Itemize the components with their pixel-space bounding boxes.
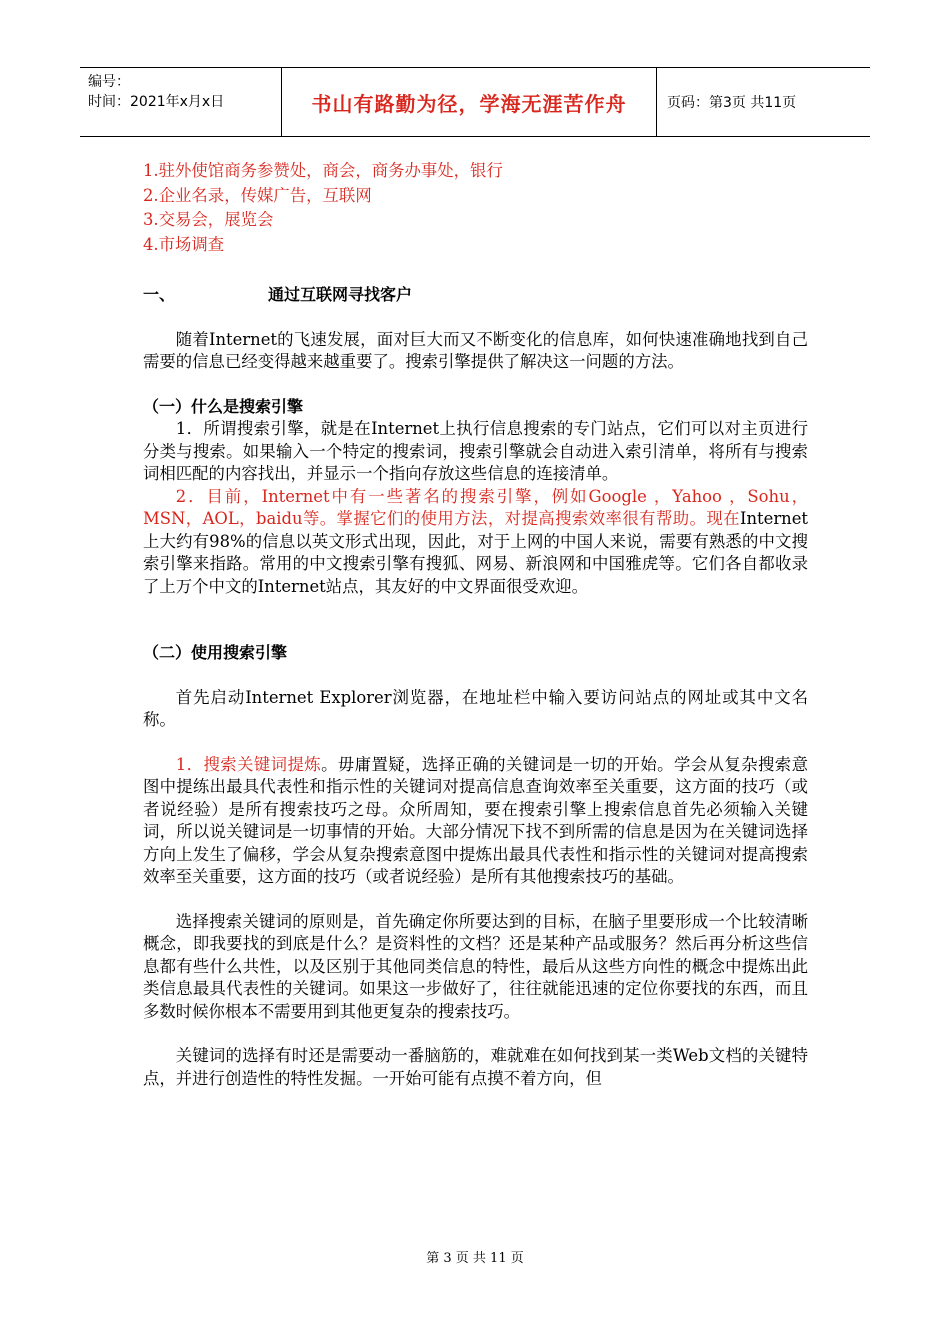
- section-title: 通过互联网寻找客户: [268, 285, 413, 304]
- section-heading: [143, 284, 808, 307]
- page-footer: 第 3 页 共 11 页: [426, 1251, 524, 1266]
- subsection-heading: （一）什么是搜索引擎: [143, 396, 304, 416]
- paragraph: 选择搜索关键词的原则是，首先确定你所要达到的目标，在脑子里要形成一个比较清晰概念，即我要找的到底是什么？是资料性的文档？还是某种产品或服务？然后再分析这些信息都有些什么共性，以及区别于其他同类信息的特性，最后从这些方向性的概念中提炼出此类信息最具代表性的关键词。如果这一步做好了，往往就能迅速的定位你要找的东西，而且多数时候你根本不需要用到其他更复杂的搜索技巧。: [143, 911, 808, 1021]
- list-item: 1.驻外使馆商务参赞处，商会，商务办事处，银行: [143, 161, 503, 180]
- intro-paragraph: 随着Internet的飞速发展，面对巨大而又不断变化的信息库，如何快速准确地找到自己需要的信息已经变得越来越重要了。搜索引擎提供了解决这一问题的方法。: [143, 329, 808, 371]
- paragraph: 关键词的选择有时还是需要动一番脑筋的，难就难在如何找到某一类Web文档的关键特点，并进行创造性的特性发掘。一开始可能有点摸不着方向，但: [143, 1046, 808, 1088]
- paragraph-text: 。毋庸置疑，选择正确的关键词是一切的开始。学会从复杂搜索意图中提练出最具代表性和指示性的关键词对提高信息查询效率至关重要，这方面的技巧（或者说经验）是所有搜索技巧之母。众所周知，要在搜索引擎上搜索信息首先必须输入关键词，所以说关键词是一切事情的开始。大部分情况下找不到所需的信息是因为在关键词选择方向上发生了偏移，学会从复杂搜索意图中提炼出最具代表性和指示性的关键词对提高搜索效率至关重要，这方面的技巧（或者说经验）是所有其他搜索技巧的基础。: [143, 754, 808, 886]
- source-list: [143, 160, 808, 256]
- page-header: [80, 67, 870, 137]
- document-body: [143, 158, 808, 1090]
- list-item: 2.企业名录，传媒广告，互联网: [143, 185, 372, 205]
- subsection-heading: （二）使用搜索引擎: [143, 643, 288, 662]
- highlighted-text: 2．目前，Internet中有一些著名的搜索引擎，例如Google ，Yahoo ，Sohu，MSN，AOL，baidu等。掌握它们的使用方法，对提高搜索效率很有帮助。现在: [143, 486, 808, 528]
- page-label: 页码：第3页 共11页: [667, 95, 797, 111]
- header-meta: [80, 68, 282, 136]
- time-label: 时间：2021年x月x日: [88, 94, 225, 110]
- code-label: 编号：: [88, 74, 130, 90]
- section-number: 一、: [143, 285, 176, 304]
- paragraph-text: Internet上大约有98%的信息以英文形式出现，因此，对于上网的中国人来说，需要有熟悉的中文搜索引擎来指路。常用的中文搜索引擎有搜狐、网易、新浪网和中国雅虎等。它们各自都收录了上万个中文的Internet站点，其友好的中文界面很受欢迎。: [143, 509, 808, 596]
- paragraph: 首先启动Internet Explorer浏览器，在地址栏中输入要访问站点的网址或其中文名称。: [143, 687, 808, 729]
- highlighted-text: 1．搜索关键词提炼: [175, 754, 322, 774]
- motto: 书山有路勤为径，学海无涯苦作舟: [311, 91, 627, 116]
- list-item: 3.交易会，展览会: [143, 210, 274, 229]
- header-motto-cell: [282, 68, 657, 136]
- paragraph: 1．所谓搜索引擎，就是在Internet上执行信息搜索的专门站点，它们可以对主页进行分类与搜索。如果输入一个特定的搜索词，搜索引擎就会自动进入索引清单，将所有与搜索词相匹配的内容找出，并显示一个指向存放这些信息的连接清单。: [143, 419, 808, 483]
- list-item: 4.市场调查: [143, 234, 225, 254]
- header-page-cell: [657, 68, 870, 136]
- paragraph: [143, 754, 808, 889]
- paragraph: [143, 486, 808, 599]
